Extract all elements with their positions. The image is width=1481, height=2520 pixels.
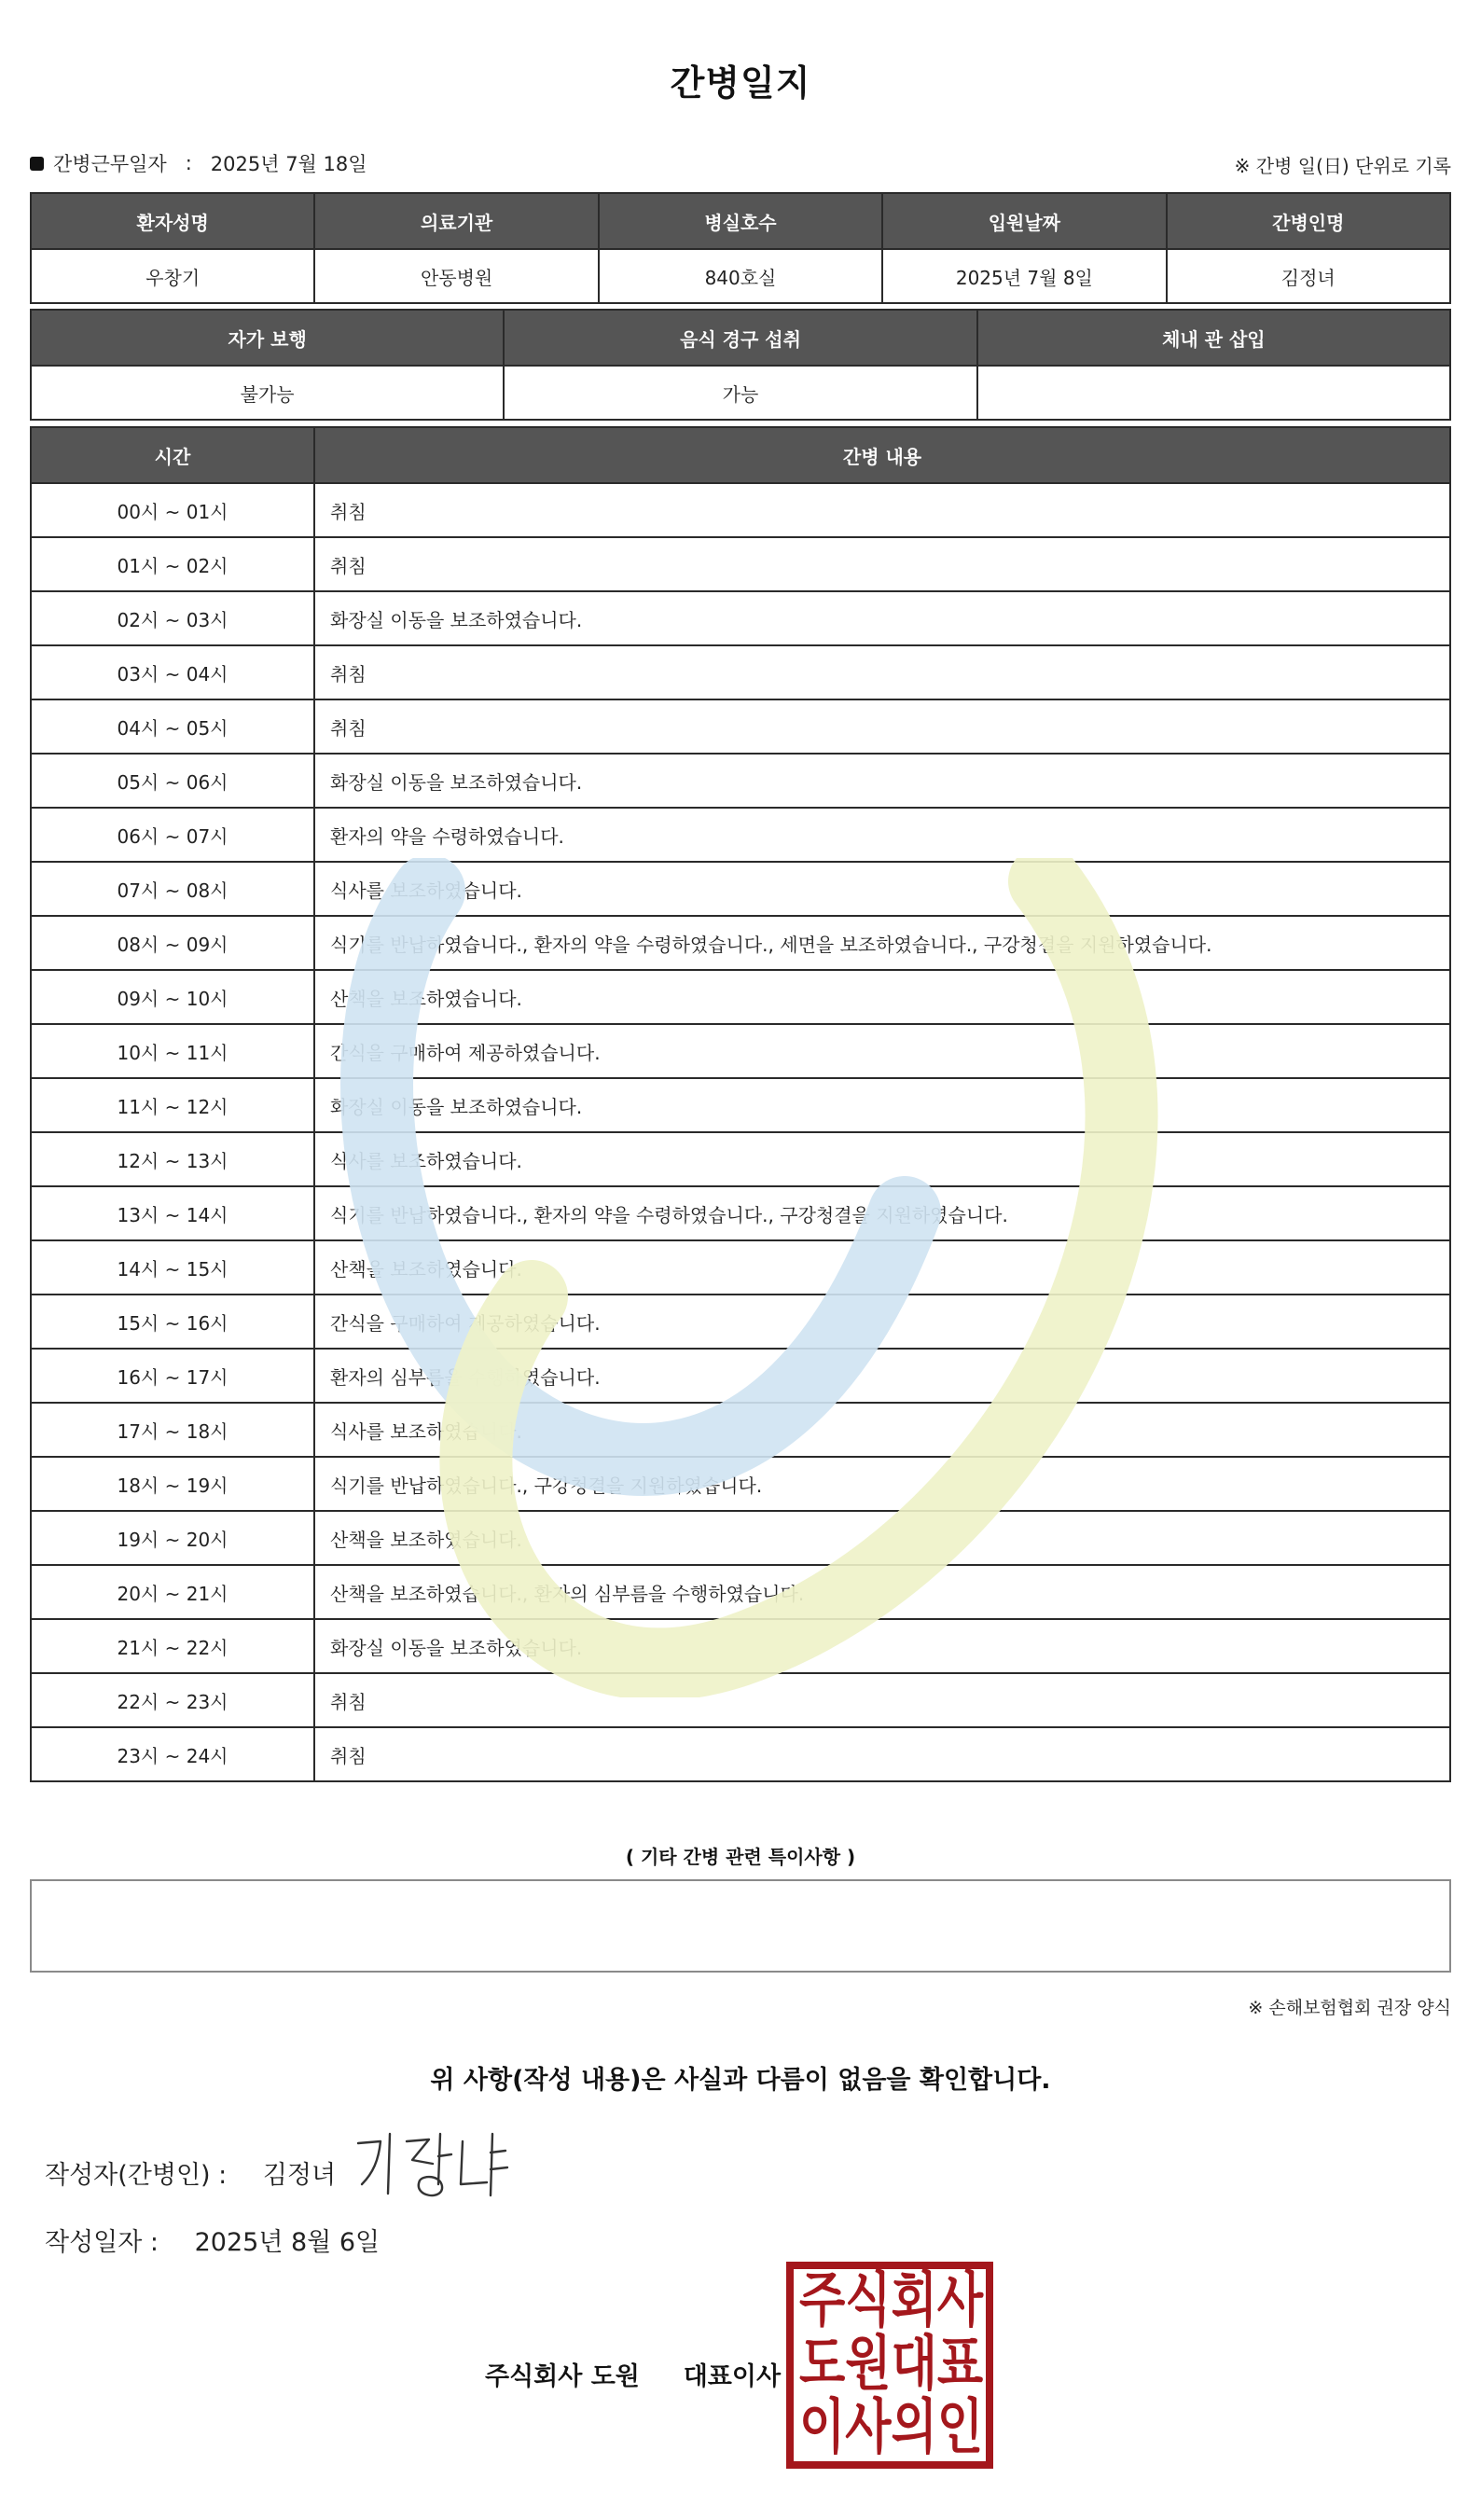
bullet-icon: [30, 157, 44, 171]
room-number: 840호실: [599, 249, 882, 303]
care-log-time: 18시 ~ 19시: [31, 1457, 314, 1511]
seal-glyph: 대: [891, 2330, 937, 2399]
care-log-row: [31, 1349, 1450, 1403]
patient-status-value-row: [31, 366, 1450, 420]
header-time: 시간: [31, 427, 314, 483]
care-log-content: 취침: [314, 537, 1450, 591]
care-log-time: 01시 ~ 02시: [31, 537, 314, 591]
care-log-row: [31, 754, 1450, 808]
care-log-content: 산책을 보조하였습니다., 환자의 심부름을 수행하였습니다.: [314, 1565, 1450, 1619]
care-log-row: [31, 862, 1450, 916]
care-log-time: 10시 ~ 11시: [31, 1024, 314, 1078]
care-log-time: 00시 ~ 01시: [31, 483, 314, 537]
seal-row-1: [794, 2266, 986, 2335]
header-hospital: 의료기관: [314, 193, 598, 249]
notes-title: ( 기타 간병 관련 특이사항 ): [625, 1846, 856, 1868]
seal-glyph: 사: [845, 2393, 892, 2462]
notes-box: [30, 1879, 1451, 1973]
care-log-row: [31, 808, 1450, 862]
care-log-time: 04시 ~ 05시: [31, 699, 314, 754]
care-log-row: [31, 1132, 1450, 1186]
care-log-row: [31, 537, 1450, 591]
care-log-content: 간식을 구매하여 제공하였습니다.: [314, 1295, 1450, 1349]
care-log-content: 환자의 심부름을 수행하였습니다.: [314, 1349, 1450, 1403]
care-log-time: 21시 ~ 22시: [31, 1619, 314, 1673]
oral-intake-value: 가능: [504, 366, 976, 420]
handwritten-signature: [351, 2128, 519, 2203]
header-room: 병실호수: [599, 193, 882, 249]
care-log-row: [31, 645, 1450, 699]
care-log-time: 02시 ~ 03시: [31, 591, 314, 645]
header-self-walking: 자가 보행: [31, 310, 504, 366]
care-log-content: 화장실 이동을 보조하였습니다.: [314, 1619, 1450, 1673]
confirmation-statement: 위 사항(작성 내용)은 사실과 다름이 없음을 확인합니다.: [430, 2066, 1051, 2095]
care-log-row: [31, 1619, 1450, 1673]
care-log-row: [31, 1403, 1450, 1457]
care-log-row: [31, 591, 1450, 645]
care-log-row: [31, 1457, 1450, 1511]
care-log-content: 산책을 보조하였습니다.: [314, 970, 1450, 1024]
care-log-row: [31, 1186, 1450, 1240]
header-care-content: 간병 내용: [314, 427, 1450, 483]
seal-glyph: 이: [799, 2393, 846, 2462]
patient-status-header-row: [31, 310, 1450, 366]
tube-insertion-value: [977, 366, 1450, 420]
care-log-content: 식사를 보조하였습니다.: [314, 1132, 1450, 1186]
care-log-time: 20시 ~ 21시: [31, 1565, 314, 1619]
care-log-content: 산책을 보조하였습니다.: [314, 1240, 1450, 1295]
seal-glyph: 원: [845, 2330, 892, 2399]
seal-glyph: 표: [936, 2330, 984, 2399]
care-log-time: 09시 ~ 10시: [31, 970, 314, 1024]
work-date-label: 간병근무일자: [53, 153, 167, 175]
care-log-content: 취침: [314, 645, 1450, 699]
care-log-time: 07시 ~ 08시: [31, 862, 314, 916]
care-log-time: 17시 ~ 18시: [31, 1403, 314, 1457]
care-log-time: 22시 ~ 23시: [31, 1673, 314, 1727]
care-log-time: 14시 ~ 15시: [31, 1240, 314, 1295]
header-admission-date: 입원날짜: [882, 193, 1166, 249]
admission-date: 2025년 7월 8일: [882, 249, 1166, 303]
work-date-value: 2025년 7월 18일: [210, 153, 367, 175]
header-oral-intake: 음식 경구 섭취: [504, 310, 976, 366]
care-log-content: 환자의 약을 수령하였습니다.: [314, 808, 1450, 862]
seal-glyph: 의: [891, 2393, 937, 2462]
care-log-content: 취침: [314, 1727, 1450, 1781]
care-log-row: [31, 1078, 1450, 1132]
seal-glyph: 주: [799, 2266, 846, 2335]
care-log-time: 23시 ~ 24시: [31, 1727, 314, 1781]
care-log-time: 12시 ~ 13시: [31, 1132, 314, 1186]
work-date-line: [30, 149, 367, 177]
care-log-content: 식사를 보조하였습니다.: [314, 1403, 1450, 1457]
caregiver-name: 김정녀: [1167, 249, 1450, 303]
care-log-time: 11시 ~ 12시: [31, 1078, 314, 1132]
care-log-row: [31, 970, 1450, 1024]
care-log-content: 화장실 이동을 보조하였습니다.: [314, 1078, 1450, 1132]
care-log-row: [31, 699, 1450, 754]
care-log-time: 05시 ~ 06시: [31, 754, 314, 808]
care-log-time: 16시 ~ 17시: [31, 1349, 314, 1403]
care-log-time: 06시 ~ 07시: [31, 808, 314, 862]
writer-name: 김정녀: [262, 2161, 337, 2190]
care-log-content: 취침: [314, 483, 1450, 537]
document-title: 간병일지: [670, 62, 811, 104]
company-name: 주식회사 도원: [485, 2362, 640, 2391]
care-log-row: [31, 1673, 1450, 1727]
seal-glyph: 식: [845, 2266, 892, 2335]
header-tube-insertion: 체내 관 삽입: [977, 310, 1450, 366]
company-seal: [786, 2262, 993, 2469]
care-log-content: 식기를 반납하였습니다., 환자의 약을 수령하였습니다., 세면을 보조하였습니다., 구강청결을 지원하였습니다.: [314, 916, 1450, 970]
care-log-time: 13시 ~ 14시: [31, 1186, 314, 1240]
care-log-content: 화장실 이동을 보조하였습니다.: [314, 754, 1450, 808]
care-log-content: 식기를 반납하였습니다., 구강청결을 지원하였습니다.: [314, 1457, 1450, 1511]
writer-line: [45, 2154, 336, 2191]
care-log-header-row: [31, 427, 1450, 483]
care-log-table: [30, 426, 1451, 1782]
care-log-content: 취침: [314, 699, 1450, 754]
care-log-row: [31, 483, 1450, 537]
care-log-content: 화장실 이동을 보조하였습니다.: [314, 591, 1450, 645]
self-walking-value: 불가능: [31, 366, 504, 420]
care-log-content: 식기를 반납하였습니다., 환자의 약을 수령하였습니다., 구강청결을 지원하였습니다.: [314, 1186, 1450, 1240]
care-log-time: 19시 ~ 20시: [31, 1511, 314, 1565]
patient-info-header-row: [31, 193, 1450, 249]
unit-note: ※ 간병 일(日) 단위로 기록: [1234, 155, 1451, 177]
seal-glyph: 도: [799, 2330, 846, 2399]
work-date-separator: :: [185, 152, 192, 174]
patient-info-value-row: [31, 249, 1450, 303]
seal-row-3: [794, 2393, 986, 2462]
header-patient-name: 환자성명: [31, 193, 314, 249]
care-log-time: 08시 ~ 09시: [31, 916, 314, 970]
form-footnote: ※ 손해보험협회 권장 양식: [1248, 1998, 1451, 2018]
seal-glyph: 회: [891, 2266, 937, 2335]
seal-row-2: [794, 2330, 986, 2399]
care-log-row: [31, 916, 1450, 970]
written-date-label: 작성일자 :: [45, 2228, 159, 2257]
care-log-content: 취침: [314, 1673, 1450, 1727]
patient-status-table: [30, 309, 1451, 421]
patient-name: 우창기: [31, 249, 314, 303]
care-log-content: 산책을 보조하였습니다.: [314, 1511, 1450, 1565]
company-line: [485, 2356, 781, 2392]
company-title: 대표이사: [683, 2362, 782, 2391]
care-log-row: [31, 1727, 1450, 1781]
care-log-time: 15시 ~ 16시: [31, 1295, 314, 1349]
care-log-content: 식사를 보조하였습니다.: [314, 862, 1450, 916]
care-log-row: [31, 1240, 1450, 1295]
written-date-value: 2025년 8월 6일: [194, 2228, 381, 2257]
care-log-time: 03시 ~ 04시: [31, 645, 314, 699]
written-date-line: [45, 2222, 380, 2258]
care-log-row: [31, 1024, 1450, 1078]
care-log-content: 간식을 구매하여 제공하였습니다.: [314, 1024, 1450, 1078]
seal-glyph: 인: [936, 2393, 984, 2462]
writer-label: 작성자(간병인) :: [45, 2161, 228, 2190]
care-log-row: [31, 1565, 1450, 1619]
seal-glyph: 사: [936, 2266, 984, 2335]
hospital-name: 안동병원: [314, 249, 598, 303]
care-log-row: [31, 1295, 1450, 1349]
header-caregiver-name: 간병인명: [1167, 193, 1450, 249]
care-log-row: [31, 1511, 1450, 1565]
patient-info-table: [30, 192, 1451, 304]
